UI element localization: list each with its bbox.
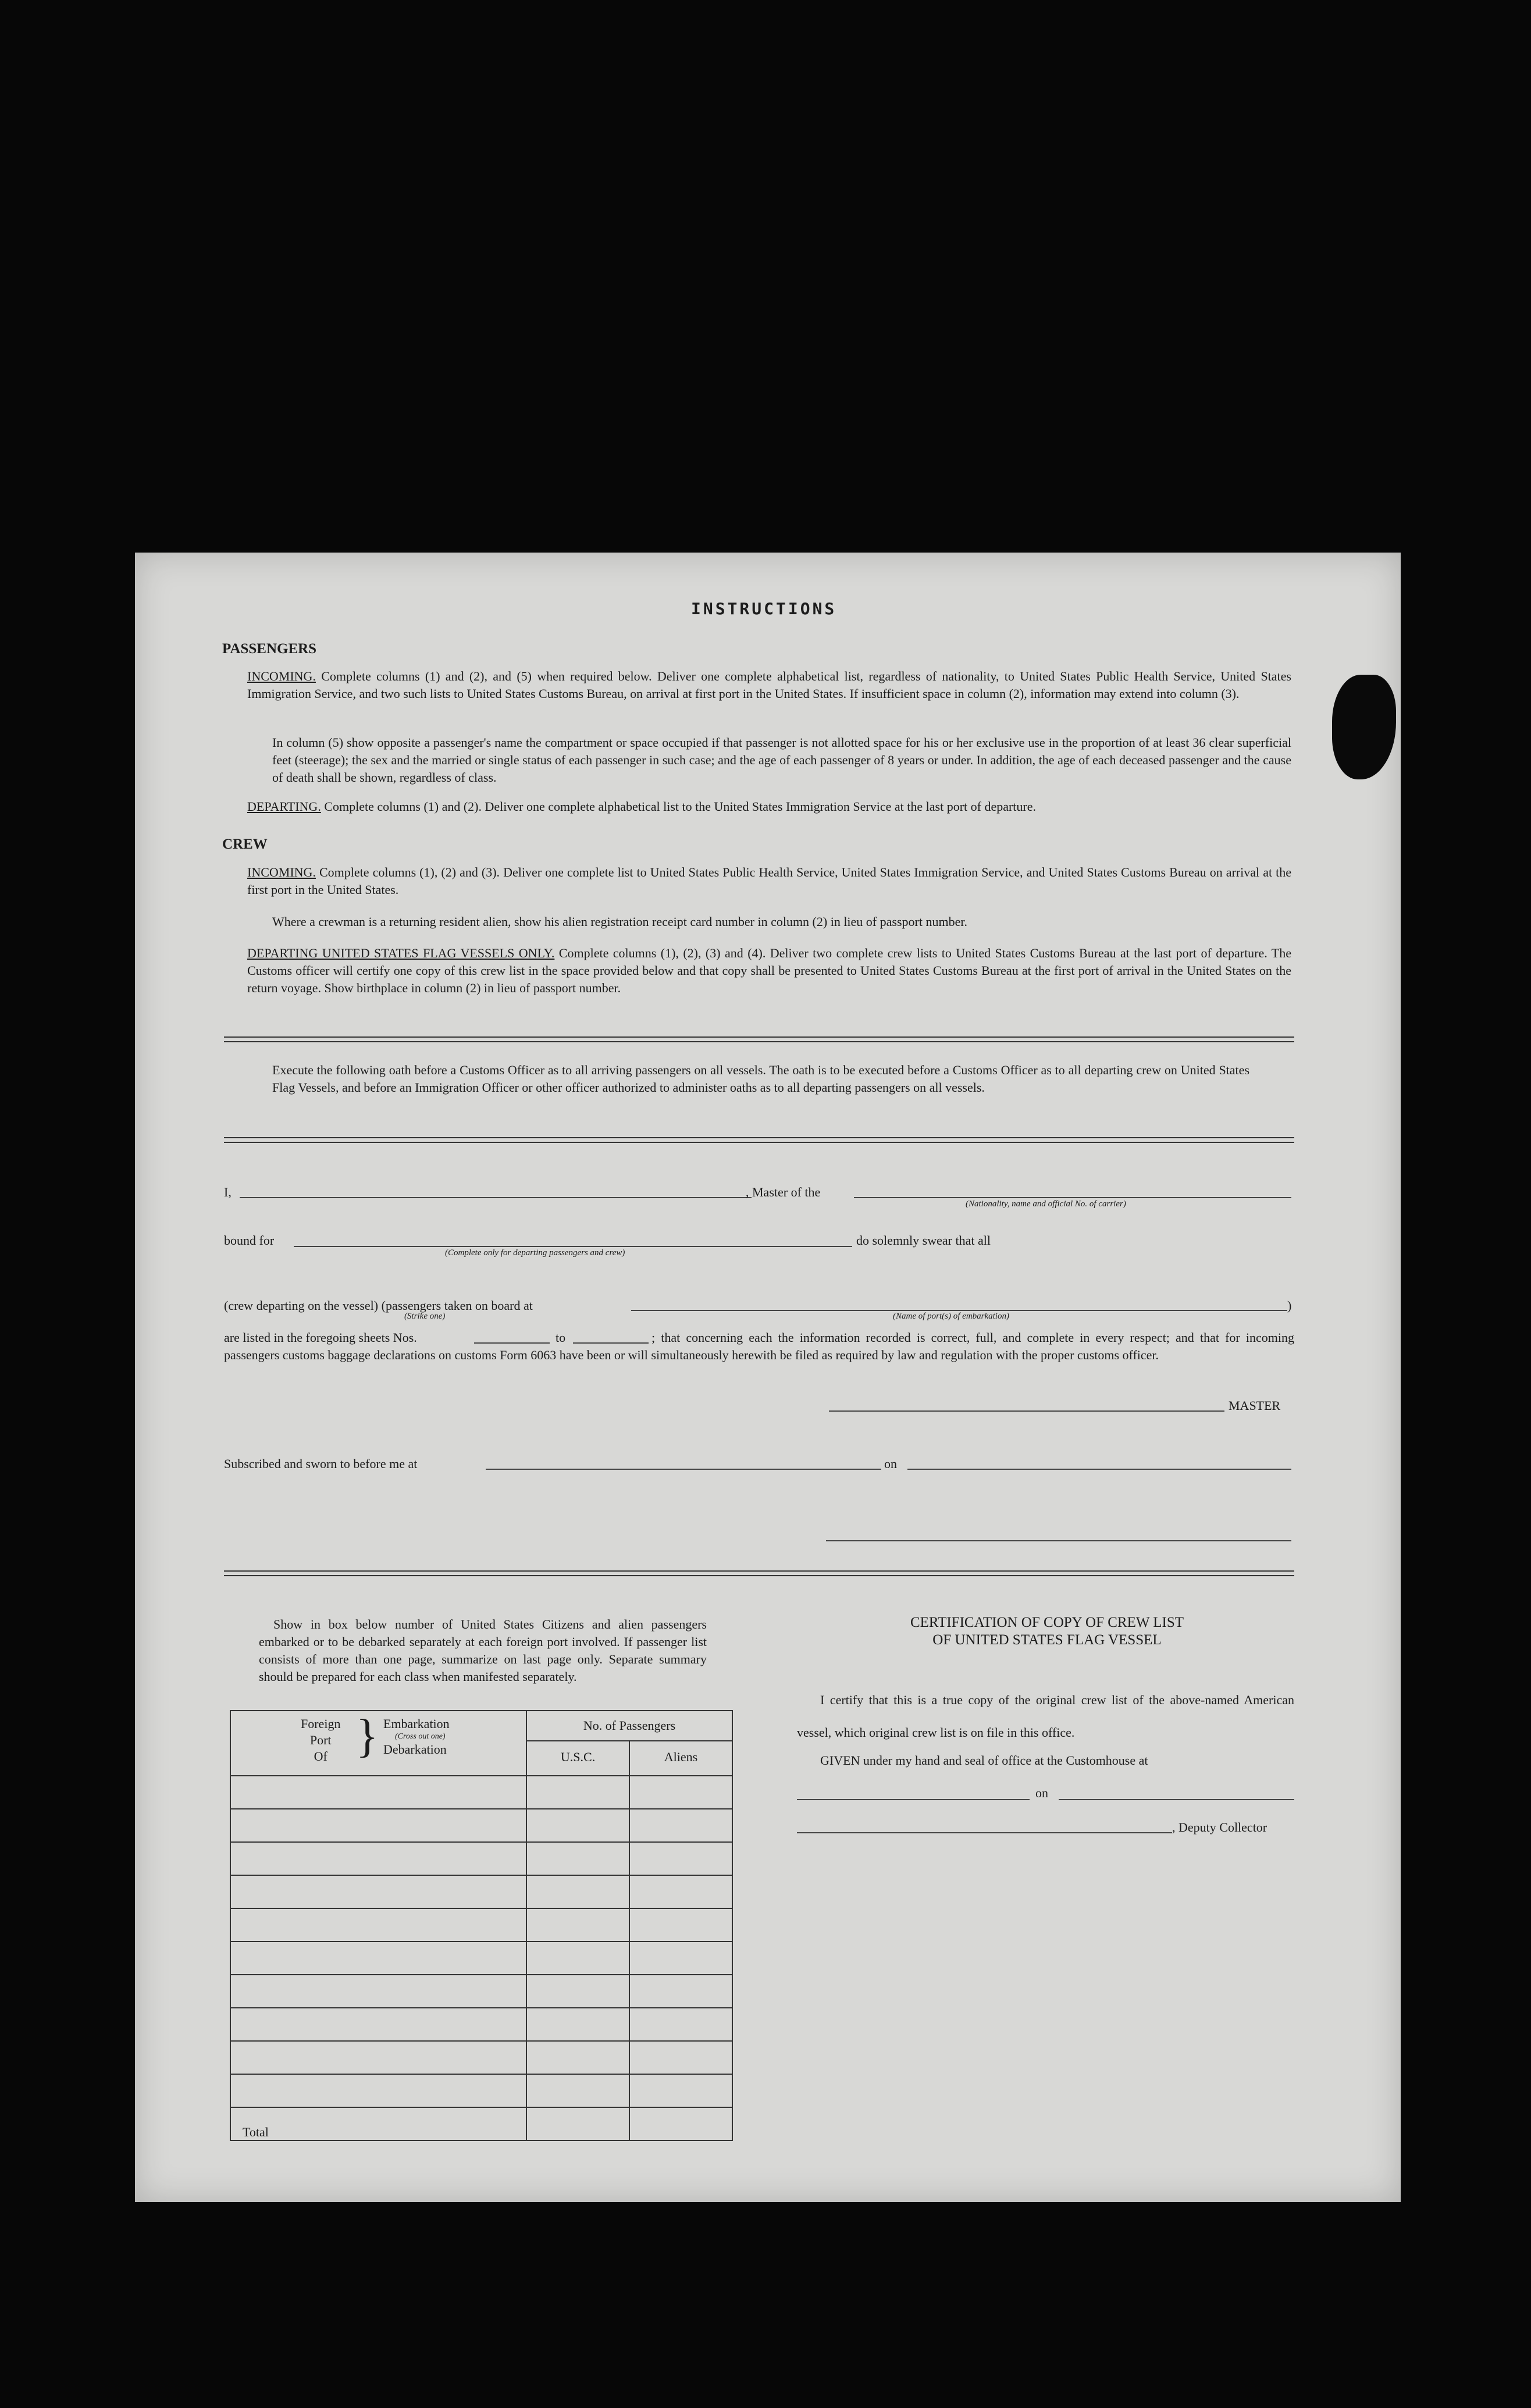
- port-cell[interactable]: [230, 1875, 526, 1908]
- passengers-departing-text: Complete columns (1) and (2). Deliver one complete alphabetical list to the United States Immigration Service at the last port of departure.: [324, 799, 1037, 814]
- officer-signature-line[interactable]: [826, 1540, 1291, 1541]
- port-cell[interactable]: [230, 1942, 526, 1975]
- port-cell[interactable]: [230, 2074, 526, 2107]
- col-no-passengers: No. of Passengers: [527, 1711, 732, 1741]
- oath-i-label: I,: [224, 1185, 232, 1199]
- certification-on-label: on: [1035, 1786, 1048, 1800]
- passengers-departing-paragraph: [247, 798, 1291, 815]
- crew-incoming-text: Complete columns (1), (2) and (3). Deliver one complete list to United States Public Health Service, United States Immigration Service, and United States Customs Bureau on arrival at the first port in the United States.: [247, 865, 1291, 897]
- listed-to: to: [556, 1330, 566, 1345]
- listed-text-2: ; that concerning each the information recorded is correct, full, and complete in every respect; and that for incoming passengers customs baggage declarations on customs Form 6063 have been or will simultaneously herewith be filed as required by law and regulation with the proper customs officer.: [224, 1330, 1294, 1362]
- bound-for-line[interactable]: [294, 1246, 852, 1247]
- brace-glyph: }: [356, 1711, 379, 1762]
- usc-cell[interactable]: [526, 1875, 629, 1908]
- passengers-departing-label: DEPARTING.: [247, 799, 321, 814]
- strike-one-note: (Strike one): [404, 1312, 446, 1321]
- aliens-cell[interactable]: [629, 1842, 732, 1875]
- swear-text: do solemnly swear that all: [856, 1233, 991, 1248]
- port-embarkation-note: (Name of port(s) of embarkation): [893, 1312, 1009, 1321]
- close-paren: ): [1287, 1298, 1292, 1313]
- aliens-cell[interactable]: [629, 1776, 732, 1809]
- master-name-line[interactable]: [240, 1197, 752, 1198]
- usc-cell[interactable]: [526, 2041, 629, 2074]
- certification-date-line[interactable]: [1059, 1799, 1294, 1800]
- port-cell[interactable]: [230, 1809, 526, 1842]
- aliens-cell[interactable]: [629, 1975, 732, 2008]
- col-cross-out: (Cross out one): [395, 1732, 446, 1741]
- port-cell[interactable]: [230, 1776, 526, 1809]
- given-text: GIVEN under my hand and seal of office at the Customhouse at: [820, 1753, 1148, 1768]
- aliens-total-cell[interactable]: [629, 2107, 732, 2140]
- customhouse-line[interactable]: [797, 1799, 1030, 1800]
- usc-cell[interactable]: [526, 1776, 629, 1809]
- aliens-cell[interactable]: [629, 1942, 732, 1975]
- usc-cell[interactable]: [526, 1842, 629, 1875]
- aliens-cell[interactable]: [629, 2074, 732, 2107]
- port-cell[interactable]: [230, 1908, 526, 1942]
- passengers-incoming-label: INCOMING.: [247, 669, 316, 683]
- total-label: Total: [230, 2107, 526, 2140]
- crew-incoming-label: INCOMING.: [247, 865, 316, 879]
- usc-cell[interactable]: [526, 2008, 629, 2041]
- aliens-cell[interactable]: [629, 1875, 732, 1908]
- port-cell[interactable]: [230, 1842, 526, 1875]
- usc-cell[interactable]: [526, 1908, 629, 1942]
- deputy-collector-label: , Deputy Collector: [1172, 1820, 1267, 1835]
- crew-incoming-paragraph: [247, 864, 1291, 899]
- certification-title-1: CERTIFICATION OF COPY OF CREW LIST: [910, 1615, 1184, 1630]
- crew-departing-strike-text: (crew departing on the vessel) (passengers taken on board at: [224, 1298, 533, 1313]
- certification-text: I certify that this is a true copy of the original crew list of the above-named American vessel, which original crew list is on file in this office.: [797, 1693, 1294, 1740]
- crew-departing-label: DEPARTING UNITED STATES FLAG VESSELS ONLY.: [247, 946, 555, 960]
- deputy-signature-line[interactable]: [797, 1832, 1172, 1833]
- oath-intro: Execute the following oath before a Customs Officer as to all arriving passengers on all vessels. The oath is to be executed before a Customs Officer as to all departing crew on United States Flag Vessels, and before an Immigration Officer or other officer authorized to administer oaths as to all departing passengers on all vessels.: [272, 1063, 1249, 1095]
- col-debarkation: Debarkation: [383, 1742, 447, 1757]
- usc-total-cell[interactable]: [526, 2107, 629, 2140]
- port-cell[interactable]: [230, 1975, 526, 2008]
- section-divider: [224, 1036, 1294, 1042]
- crew-departing-paragraph: [247, 945, 1291, 997]
- crew-heading: CREW: [222, 836, 268, 852]
- subscribed-label: Subscribed and sworn to before me at: [224, 1456, 418, 1471]
- usc-cell[interactable]: [526, 1942, 629, 1975]
- crew-returning-paragraph: Where a crewman is a returning resident alien, show his alien registration receipt card number in column (2) in lieu of passport number.: [272, 914, 967, 929]
- master-signature-line[interactable]: [829, 1410, 1224, 1412]
- instructions-title: INSTRUCTIONS: [691, 599, 837, 618]
- embarkation-port-line[interactable]: [631, 1310, 1287, 1311]
- col-foreign: Foreign: [301, 1716, 341, 1731]
- lower-divider: [224, 1570, 1294, 1576]
- sworn-date-line[interactable]: [907, 1469, 1291, 1470]
- col-port: Port: [309, 1733, 332, 1747]
- listed-text-1: are listed in the foregoing sheets Nos.: [224, 1330, 417, 1345]
- port-cell[interactable]: [230, 2008, 526, 2041]
- carrier-line[interactable]: [854, 1197, 1291, 1198]
- sworn-on-label: on: [884, 1456, 897, 1471]
- summary-intro: Show in box below number of United States Citizens and alien passengers embarked or to be debarked separately at each foreign port involved. If passenger list consists of more than one page, summarize on last page only. Separate summary should be prepared for each class when manifested separately.: [259, 1617, 707, 1684]
- passengers-column5-paragraph: In column (5) show opposite a passenger's name the compartment or space occupied if that passenger is not allotted space for his or her exclusive use in the proportion of at least 36 clear superficial feet (steerage); the sex and the married or single status of each passenger in such case; and the age of each passenger of 8 years or under. In addition, the age of each deceased passenger and the cause of death shall be shown, regardless of class.: [272, 735, 1291, 785]
- passengers-heading: PASSENGERS: [222, 641, 317, 657]
- aliens-cell[interactable]: [629, 1908, 732, 1942]
- port-cell[interactable]: [230, 2041, 526, 2074]
- col-of: Of: [314, 1749, 327, 1764]
- complete-only-note: (Complete only for departing passengers and crew): [445, 1248, 625, 1258]
- usc-cell[interactable]: [526, 1975, 629, 2008]
- aliens-cell[interactable]: [629, 2008, 732, 2041]
- oath-divider: [224, 1137, 1294, 1143]
- master-of-label: , Master of the: [746, 1185, 821, 1199]
- sworn-place-line[interactable]: [486, 1469, 881, 1470]
- passengers-header: [526, 1711, 732, 1776]
- bound-for-label: bound for: [224, 1233, 275, 1248]
- carrier-note: (Nationality, name and official No. of carrier): [966, 1199, 1126, 1209]
- aliens-cell[interactable]: [629, 1809, 732, 1842]
- certification-title-2: OF UNITED STATES FLAG VESSEL: [932, 1632, 1162, 1648]
- passengers-incoming-text: Complete columns (1) and (2), and (5) when required below. Deliver one complete alphabetical list, regardless of nationality, to United States Public Health Service, United States Immigration Service, and two such lists to United States Customs Bureau, on arrival at first port in the United States. If insufficient space in column (2), information may extend into column (3).: [247, 669, 1291, 701]
- aliens-cell[interactable]: [629, 2041, 732, 2074]
- passenger-summary-table: [230, 1710, 733, 2141]
- usc-cell[interactable]: [526, 1809, 629, 1842]
- port-header: [230, 1711, 526, 1776]
- col-usc: U.S.C.: [527, 1741, 630, 1775]
- col-aliens: Aliens: [664, 1750, 698, 1764]
- passengers-incoming-paragraph: [247, 668, 1291, 703]
- master-label: MASTER: [1229, 1398, 1281, 1413]
- crew-departing-text: Complete columns (1), (2), (3) and (4). Deliver two complete crew lists to United States Customs Bureau at the last port of departure. The Customs officer will certify one copy of this crew list in the space provided below and that copy shall be presented to United States Customs Bureau at the first port of arrival in the United States on the return voyage. Show birthplace in column (2) in lieu of passport number.: [247, 946, 1292, 995]
- usc-cell[interactable]: [526, 2074, 629, 2107]
- col-embarkation: Embarkation: [383, 1716, 450, 1731]
